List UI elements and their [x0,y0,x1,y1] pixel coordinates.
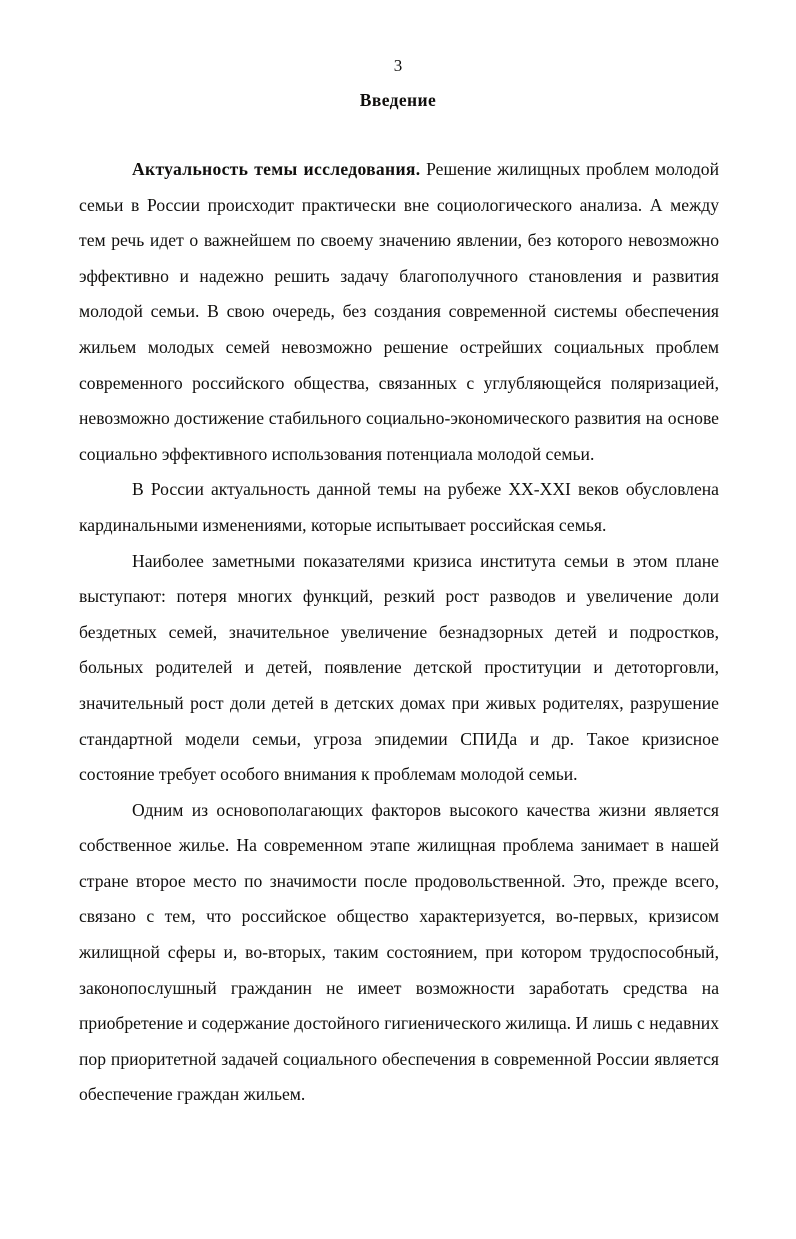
paragraph-1 [79,152,719,472]
paragraph-3-text: Наиболее заметными показателями кризиса института семьи в этом плане выступают: потеря многих функций, резкий рост разводов и увеличение доли бездетных семей, значительное увеличение безнадзорных детей и подростков, больных родителей и детей, появление детской проституции и детоторговли, значительный рост доли детей в детских домах при живых родителях, разрушение стандартной модели семьи, угроза эпидемии СПИДа и др. Такое кризисное состояние требует особого внимания к проблемам молодой семьи. [79,550,719,785]
page-number: 3 [393,56,403,75]
paragraph-2 [79,472,719,543]
paragraph-4 [79,793,719,1113]
paragraph-4-text: Одним из основополагающих факторов высокого качества жизни является собственное жилье. На современном этапе жилищная проблема занимает в нашей стране второе место по значимости после продовольственной. Это, прежде всего, связано с тем, что российское общество характеризуется, во-первых, кризисом жилищной сферы и, во-вторых, таким состоянием, при котором трудоспособный, законопослушный гражданин не имеет возможности заработать средства на приобретение и содержание достойного гигиенического жилища. И лишь с недавних пор приоритетной задачей социального обеспечения в современной России является обеспечение граждан жильем. [79,799,719,1105]
page-title: Введение [359,90,437,110]
paragraph-2-text: В России актуальность данной темы на рубеже XX-XXI веков обусловлена кардинальными изменениями, которые испытывает российская семья. [79,479,719,535]
paragraph-3 [79,544,719,793]
paragraph-1-text: Решение жилищных проблем молодой семьи в России происходит практически вне социологического анализа. А между тем речь идет о важнейшем по своему значению явлении, без которого невозможно эффективно и надежно решить задачу благополучного становления и развития молодой семьи. В свою очередь, без создания современной системы обеспечения жильем молодых семей невозможно решение острейших социальных проблем современного российского общества, связанных с углубляющейся поляризацией, невозможно достижение стабильного социально-экономического развития на основе социально эффективного использования потенциала молодой семьи. [79,159,719,464]
paragraph-1-lead: Актуальность темы исследования. [132,159,421,179]
document-body [79,152,719,1113]
